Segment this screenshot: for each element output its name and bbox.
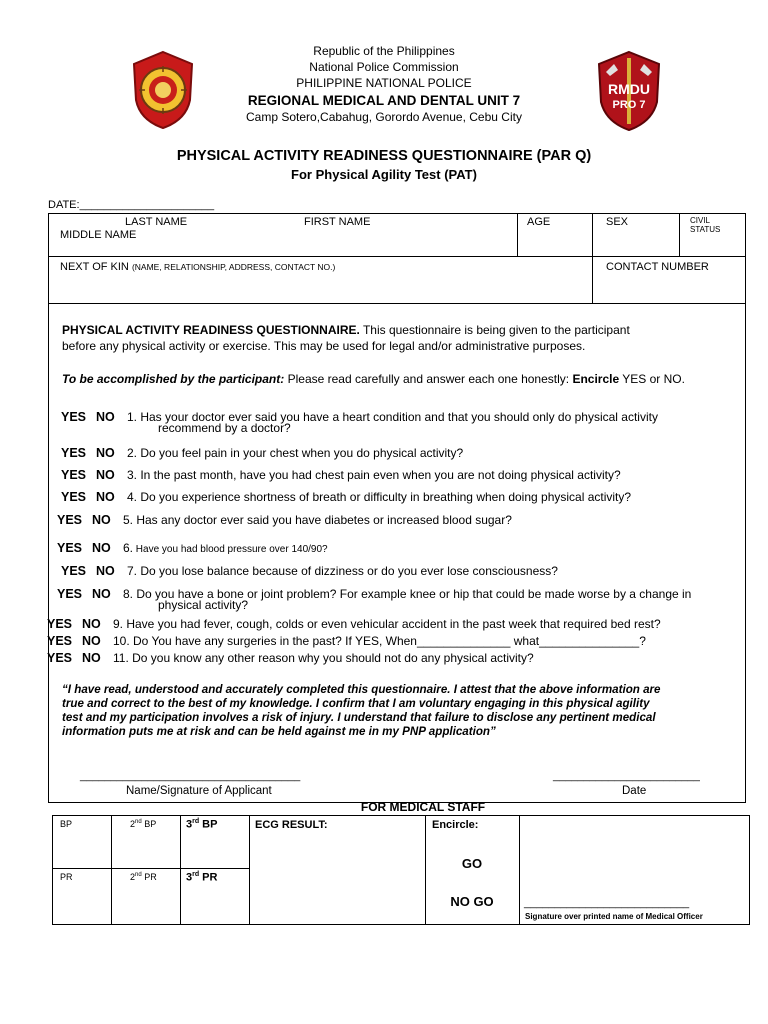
medical-staff-heading: FOR MEDICAL STAFF [360,800,486,814]
attestation-line2: true and correct to the best of my knowledge. I confirm that I am voluntary engaging in this physical agility [62,697,650,710]
next-of-kin-label [60,261,335,273]
pr2-label [130,872,157,882]
question-row [61,408,658,426]
no-option[interactable]: NO [92,587,111,601]
question-text: 1. Has your doctor ever said you have a heart condition and that you should only do physical activity [127,410,658,424]
yes-option[interactable]: YES [47,634,73,648]
pr2-sup: nd [135,872,142,878]
bp2-text: BP [141,819,157,829]
attestation-line3: test and my participation involves a risk of injury. I understand that failure to disclose any pertinent medical [62,711,656,724]
instruction-label: To be accomplished by the participant: [62,372,285,386]
age-label: AGE [527,216,551,228]
question-text: 4. Do you experience shortness of breath or difficulty in breathing when doing physical activity? [127,490,632,504]
question-text: 7. Do you lose balance because of dizziness or do you ever lose consciousness? [127,564,558,578]
no-option[interactable]: NO [96,410,115,424]
question-text: 6. [123,541,134,555]
medical-officer-signature-line[interactable]: ___________________________ [524,897,690,909]
page-subtitle: For Physical Agility Test (PAT) [291,167,477,182]
no-option[interactable]: NO [82,634,101,648]
yes-option[interactable]: YES [57,513,83,527]
middle-name-label: MIDDLE NAME [60,229,137,241]
bp2-label [130,819,156,829]
question-continuation: recommend by a doctor? [158,421,291,435]
yes-option[interactable]: YES [47,617,73,631]
ecg-result-label: ECG RESULT: [255,819,328,831]
yes-no-options: YES or NO. [619,372,685,386]
header-unit: REGIONAL MEDICAL AND DENTAL UNIT 7 [247,93,521,108]
first-name-label: FIRST NAME [304,216,371,228]
rmdu-logo-text: RMDU [608,81,650,97]
divider [519,815,520,925]
no-option[interactable]: NO [82,617,101,631]
divider [517,213,518,256]
yes-option[interactable]: YES [47,651,73,665]
bp3-num: 3 [186,818,193,831]
question-row [47,615,661,633]
no-option[interactable]: NO [96,446,115,460]
pr3-num: 3 [186,871,193,884]
no-option[interactable]: NO [96,564,115,578]
go-option[interactable]: GO [461,856,483,871]
bp3-sup: rd [192,818,200,825]
status-label: STATUS [690,225,721,234]
bp2-num: 2 [130,819,136,829]
applicant-signature-label: Name/Signature of Applicant [126,785,272,797]
question-row [61,466,621,484]
question-row [61,488,631,506]
question-text: 3. In the past month, have you had chest pain even when you are not doing physical activity? [127,468,621,482]
question-text-small: Have you had blood pressure over 140/90? [133,544,328,555]
pr-label: PR [60,872,73,882]
question-text: 9. Have you had fever, cough, colds or even vehicular accident in the past week that required bed rest? [113,617,661,631]
no-go-option[interactable]: NO GO [450,894,494,909]
no-option[interactable]: NO [96,468,115,482]
next-of-kin-detail: (NAME, RELATIONSHIP, ADDRESS, CONTACT NO.) [131,262,336,272]
last-name-label: LAST NAME [125,216,188,228]
date-signature-label: Date [622,785,647,797]
sex-label: SEX [606,216,629,228]
question-text: 11. Do you know any other reason why you should not do any physical activity? [113,651,534,665]
attestation-line1: “I have read, understood and accurately completed this questionnaire. I attest that the above information are [62,683,661,696]
attestation-line4: information puts me at risk and can be held against me in my PNP application” [62,725,496,738]
header-republic: Republic of the Philippines [313,44,455,58]
divider [111,815,112,925]
question-row [47,649,534,667]
divider [679,213,680,256]
yes-option[interactable]: YES [61,410,87,424]
pr3-text: PR [199,871,218,884]
question-row [57,511,512,529]
date-field[interactable]: DATE:______________________ [48,199,215,211]
divider [52,868,249,869]
question-text: 10. Do You have any surgeries in the past? If YES, When______________ what_______________? [113,634,646,648]
instruction-text: Please read carefully and answer each one honestly: [284,372,573,386]
divider [180,815,181,925]
yes-option[interactable]: YES [61,468,87,482]
no-option[interactable]: NO [92,541,111,555]
contact-number-label: CONTACT NUMBER [606,261,709,273]
question-text: 5. Has any doctor ever said you have diabetes or increased blood sugar? [123,513,512,527]
yes-option[interactable]: YES [61,564,87,578]
pr3-label [186,871,217,884]
divider [249,815,250,925]
question-row [57,539,328,557]
question-continuation: physical activity? [158,598,249,612]
no-option[interactable]: NO [96,490,115,504]
intro-line1 [62,323,630,337]
bp3-label [186,818,217,831]
page-title: PHYSICAL ACTIVITY READINESS QUESTIONNAIRE (PAR Q) [176,148,592,164]
no-option[interactable]: NO [82,651,101,665]
question-row [57,585,691,603]
header-address: Camp Sotero,Cabahug, Gorordo Avenue, Cebu City [246,110,522,124]
pr2-text: PR [141,872,157,882]
bp-label: BP [60,819,73,829]
yes-option[interactable]: YES [61,490,87,504]
header-napolcom: National Police Commission [309,60,459,74]
next-of-kin-text: NEXT OF KIN [60,261,129,273]
question-row [61,562,558,580]
bp3-text: BP [199,818,218,831]
no-option[interactable]: NO [92,513,111,527]
header-pnp: PHILIPPINE NATIONAL POLICE [296,76,472,90]
yes-option[interactable]: YES [57,541,83,555]
divider [48,303,746,304]
bp2-sup: nd [135,819,142,825]
instruction-line [62,372,685,386]
question-row [47,632,646,650]
yes-option[interactable]: YES [61,446,87,460]
question-row [61,444,463,462]
applicant-signature-line[interactable]: ____________________________________ [80,770,301,782]
divider [592,213,593,303]
civil-label: CIVIL [690,216,711,225]
question-text: 8. Do you have a bone or joint problem? For example knee or hip that could be made worse by a change in [123,587,692,601]
medical-officer-label: Signature over printed name of Medical Officer [525,912,703,921]
divider [48,256,746,257]
pr2-num: 2 [130,872,136,882]
intro-heading: PHYSICAL ACTIVITY READINESS QUESTIONNAIRE. [62,323,360,337]
yes-option[interactable]: YES [57,587,83,601]
question-text: 2. Do you feel pain in your chest when you do physical activity? [127,446,464,460]
date-signature-line[interactable]: ________________________ [553,770,700,782]
intro-text1: This questionnaire is being given to the participant [359,323,630,337]
encircle-word: Encircle [572,372,620,386]
encircle-label: Encircle: [432,819,479,831]
pr3-sup: rd [192,871,200,878]
intro-line2: before any physical activity or exercise. This may be used for legal and/or administrative purposes. [62,339,586,353]
pro7-logo-text: PRO 7 [612,99,646,111]
